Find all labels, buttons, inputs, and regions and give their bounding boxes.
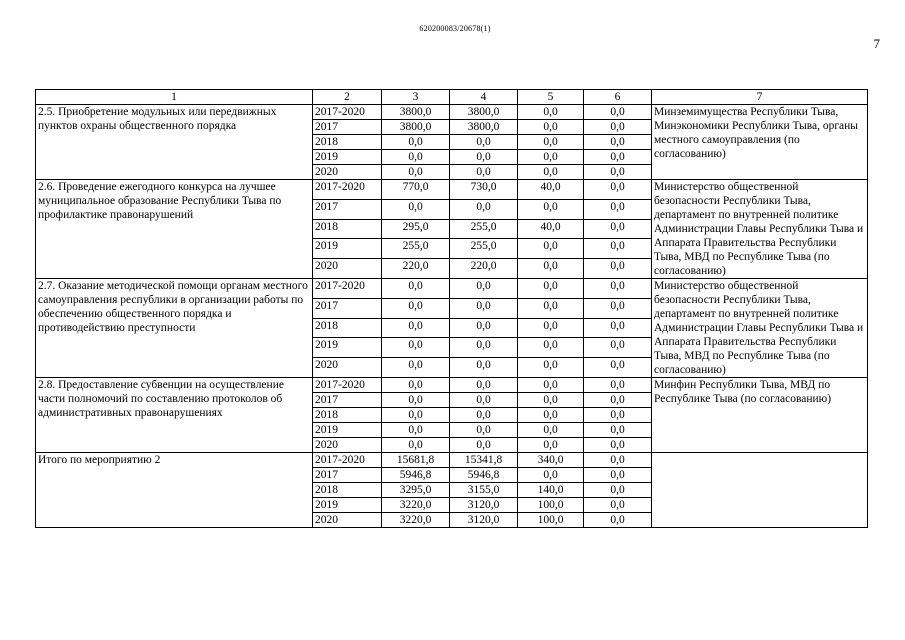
amount-federal-cell: 40,0 [518, 180, 584, 200]
amount-federal-cell: 40,0 [518, 219, 584, 239]
responsible-executor-cell: Министерство общественной безопасности Республики Тыва, департамент по внутренней политике Администрации Главы Республики Тыва и Аппарата Правительства Республики Тыва, МВД по Республике Тыва (по согласованию) [652, 279, 868, 378]
amount-other-cell: 0,0 [584, 120, 652, 135]
amount-total-cell: 0,0 [382, 378, 450, 393]
amount-federal-cell: 0,0 [518, 438, 584, 453]
column-number: 6 [584, 90, 652, 105]
column-number: 5 [518, 90, 584, 105]
period-cell: 2017-2020 [313, 453, 382, 468]
period-cell: 2017-2020 [313, 378, 382, 393]
amount-other-cell: 0,0 [584, 358, 652, 378]
amount-total-cell: 220,0 [382, 259, 450, 279]
amount-other-cell: 0,0 [584, 453, 652, 468]
amount-republic-cell: 730,0 [450, 180, 518, 200]
page-number: 7 [873, 36, 880, 51]
amount-republic-cell: 220,0 [450, 259, 518, 279]
amount-total-cell: 0,0 [382, 318, 450, 338]
amount-republic-cell: 0,0 [450, 338, 518, 358]
financing-table [35, 89, 868, 528]
period-cell: 2018 [313, 483, 382, 498]
period-cell: 2017 [313, 199, 382, 219]
amount-other-cell: 0,0 [584, 199, 652, 219]
period-cell: 2017-2020 [313, 180, 382, 200]
amount-other-cell: 0,0 [584, 318, 652, 338]
amount-federal-cell: 0,0 [518, 338, 584, 358]
amount-republic-cell: 3155,0 [450, 483, 518, 498]
amount-total-cell: 0,0 [382, 165, 450, 180]
amount-total-cell: 255,0 [382, 239, 450, 259]
amount-total-cell: 0,0 [382, 393, 450, 408]
amount-republic-cell: 0,0 [450, 378, 518, 393]
table-body [36, 90, 868, 528]
amount-republic-cell: 15341,8 [450, 453, 518, 468]
amount-republic-cell: 0,0 [450, 135, 518, 150]
period-cell: 2020 [313, 165, 382, 180]
period-cell: 2019 [313, 498, 382, 513]
activity-name-cell: 2.6. Проведение ежегодного конкурса на лучшее муниципальное образование Республики Тыва по профилактике правонарушений [36, 180, 313, 279]
table-row [36, 378, 868, 393]
amount-other-cell: 0,0 [584, 239, 652, 259]
column-number: 4 [450, 90, 518, 105]
table-row [36, 453, 868, 468]
amount-federal-cell: 340,0 [518, 453, 584, 468]
period-cell: 2018 [313, 219, 382, 239]
responsible-executor-cell: Министерство общественной безопасности Республики Тыва, департамент по внутренней политике Администрации Главы Республики Тыва и Аппарата Правительства Республики Тыва, МВД по Республике Тыва (по согласованию) [652, 180, 868, 279]
period-cell: 2017 [313, 120, 382, 135]
amount-federal-cell: 140,0 [518, 483, 584, 498]
period-cell: 2017-2020 [313, 105, 382, 120]
amount-total-cell: 0,0 [382, 279, 450, 299]
responsible-executor-cell [652, 453, 868, 528]
document-code: 620200083/20678(1) [419, 24, 491, 33]
amount-federal-cell: 0,0 [518, 199, 584, 219]
activity-name-cell: 2.8. Предоставление субвенции на осуществление части полномочий по составлению протоколов об административных правонарушениях [36, 378, 313, 453]
amount-other-cell: 0,0 [584, 259, 652, 279]
column-number: 1 [36, 90, 313, 105]
period-cell: 2018 [313, 135, 382, 150]
amount-total-cell: 295,0 [382, 219, 450, 239]
period-cell: 2019 [313, 150, 382, 165]
amount-other-cell: 0,0 [584, 483, 652, 498]
amount-federal-cell: 0,0 [518, 468, 584, 483]
amount-republic-cell: 0,0 [450, 298, 518, 318]
amount-republic-cell: 255,0 [450, 219, 518, 239]
column-number: 7 [652, 90, 868, 105]
amount-total-cell: 0,0 [382, 423, 450, 438]
table-row [36, 105, 868, 120]
table-row [36, 180, 868, 200]
amount-other-cell: 0,0 [584, 298, 652, 318]
amount-other-cell: 0,0 [584, 338, 652, 358]
amount-republic-cell: 0,0 [450, 199, 518, 219]
amount-other-cell: 0,0 [584, 468, 652, 483]
amount-other-cell: 0,0 [584, 498, 652, 513]
amount-federal-cell: 0,0 [518, 408, 584, 423]
activity-name-cell: 2.5. Приобретение модульных или передвижных пунктов охраны общественного порядка [36, 105, 313, 180]
amount-total-cell: 15681,8 [382, 453, 450, 468]
amount-total-cell: 0,0 [382, 199, 450, 219]
period-cell: 2020 [313, 358, 382, 378]
period-cell: 2017 [313, 298, 382, 318]
amount-republic-cell: 0,0 [450, 408, 518, 423]
amount-total-cell: 0,0 [382, 135, 450, 150]
amount-federal-cell: 0,0 [518, 279, 584, 299]
amount-other-cell: 0,0 [584, 378, 652, 393]
amount-republic-cell: 0,0 [450, 318, 518, 338]
amount-total-cell: 0,0 [382, 358, 450, 378]
column-number: 3 [382, 90, 450, 105]
amount-republic-cell: 0,0 [450, 279, 518, 299]
period-cell: 2020 [313, 513, 382, 528]
period-cell: 2017 [313, 393, 382, 408]
activity-name-cell: Итого по мероприятию 2 [36, 453, 313, 528]
amount-federal-cell: 0,0 [518, 298, 584, 318]
amount-total-cell: 3800,0 [382, 105, 450, 120]
amount-total-cell: 0,0 [382, 438, 450, 453]
amount-federal-cell: 0,0 [518, 358, 584, 378]
amount-other-cell: 0,0 [584, 135, 652, 150]
amount-federal-cell: 0,0 [518, 135, 584, 150]
table-row [36, 279, 868, 299]
amount-republic-cell: 0,0 [450, 358, 518, 378]
amount-total-cell: 0,0 [382, 150, 450, 165]
amount-federal-cell: 0,0 [518, 150, 584, 165]
amount-other-cell: 0,0 [584, 105, 652, 120]
period-cell: 2018 [313, 318, 382, 338]
amount-other-cell: 0,0 [584, 423, 652, 438]
amount-other-cell: 0,0 [584, 408, 652, 423]
activity-name-cell: 2.7. Оказание методической помощи органам местного самоуправления республики в организации работы по обеспечению общественного порядка и противодействию преступности [36, 279, 313, 378]
column-number-row [36, 90, 868, 105]
amount-republic-cell: 255,0 [450, 239, 518, 259]
amount-federal-cell: 0,0 [518, 378, 584, 393]
amount-total-cell: 3220,0 [382, 513, 450, 528]
responsible-executor-cell: Минфин Республики Тыва, МВД по Республике Тыва (по согласованию) [652, 378, 868, 453]
amount-republic-cell: 0,0 [450, 438, 518, 453]
amount-federal-cell: 0,0 [518, 393, 584, 408]
amount-other-cell: 0,0 [584, 438, 652, 453]
amount-total-cell: 0,0 [382, 298, 450, 318]
amount-republic-cell: 3120,0 [450, 513, 518, 528]
amount-federal-cell: 0,0 [518, 239, 584, 259]
period-cell: 2017 [313, 468, 382, 483]
amount-other-cell: 0,0 [584, 513, 652, 528]
amount-federal-cell: 0,0 [518, 165, 584, 180]
amount-other-cell: 0,0 [584, 150, 652, 165]
period-cell: 2019 [313, 423, 382, 438]
period-cell: 2017-2020 [313, 279, 382, 299]
amount-republic-cell: 3800,0 [450, 120, 518, 135]
amount-other-cell: 0,0 [584, 165, 652, 180]
column-number: 2 [313, 90, 382, 105]
amount-republic-cell: 0,0 [450, 150, 518, 165]
period-cell: 2019 [313, 239, 382, 259]
amount-republic-cell: 3120,0 [450, 498, 518, 513]
amount-federal-cell: 0,0 [518, 120, 584, 135]
amount-republic-cell: 0,0 [450, 165, 518, 180]
amount-federal-cell: 0,0 [518, 423, 584, 438]
amount-total-cell: 5946,8 [382, 468, 450, 483]
amount-republic-cell: 5946,8 [450, 468, 518, 483]
responsible-executor-cell: Минземимущества Республики Тыва, Минэкономики Республики Тыва, органы местного самоуправления (по согласованию) [652, 105, 868, 180]
amount-republic-cell: 0,0 [450, 423, 518, 438]
amount-total-cell: 770,0 [382, 180, 450, 200]
amount-total-cell: 3800,0 [382, 120, 450, 135]
amount-total-cell: 3295,0 [382, 483, 450, 498]
amount-federal-cell: 100,0 [518, 498, 584, 513]
period-cell: 2020 [313, 259, 382, 279]
amount-republic-cell: 3800,0 [450, 105, 518, 120]
amount-other-cell: 0,0 [584, 279, 652, 299]
period-cell: 2020 [313, 438, 382, 453]
amount-other-cell: 0,0 [584, 180, 652, 200]
amount-federal-cell: 0,0 [518, 318, 584, 338]
amount-federal-cell: 100,0 [518, 513, 584, 528]
period-cell: 2018 [313, 408, 382, 423]
amount-total-cell: 0,0 [382, 408, 450, 423]
amount-federal-cell: 0,0 [518, 105, 584, 120]
amount-total-cell: 0,0 [382, 338, 450, 358]
amount-republic-cell: 0,0 [450, 393, 518, 408]
period-cell: 2019 [313, 338, 382, 358]
amount-federal-cell: 0,0 [518, 259, 584, 279]
amount-total-cell: 3220,0 [382, 498, 450, 513]
amount-other-cell: 0,0 [584, 393, 652, 408]
amount-other-cell: 0,0 [584, 219, 652, 239]
